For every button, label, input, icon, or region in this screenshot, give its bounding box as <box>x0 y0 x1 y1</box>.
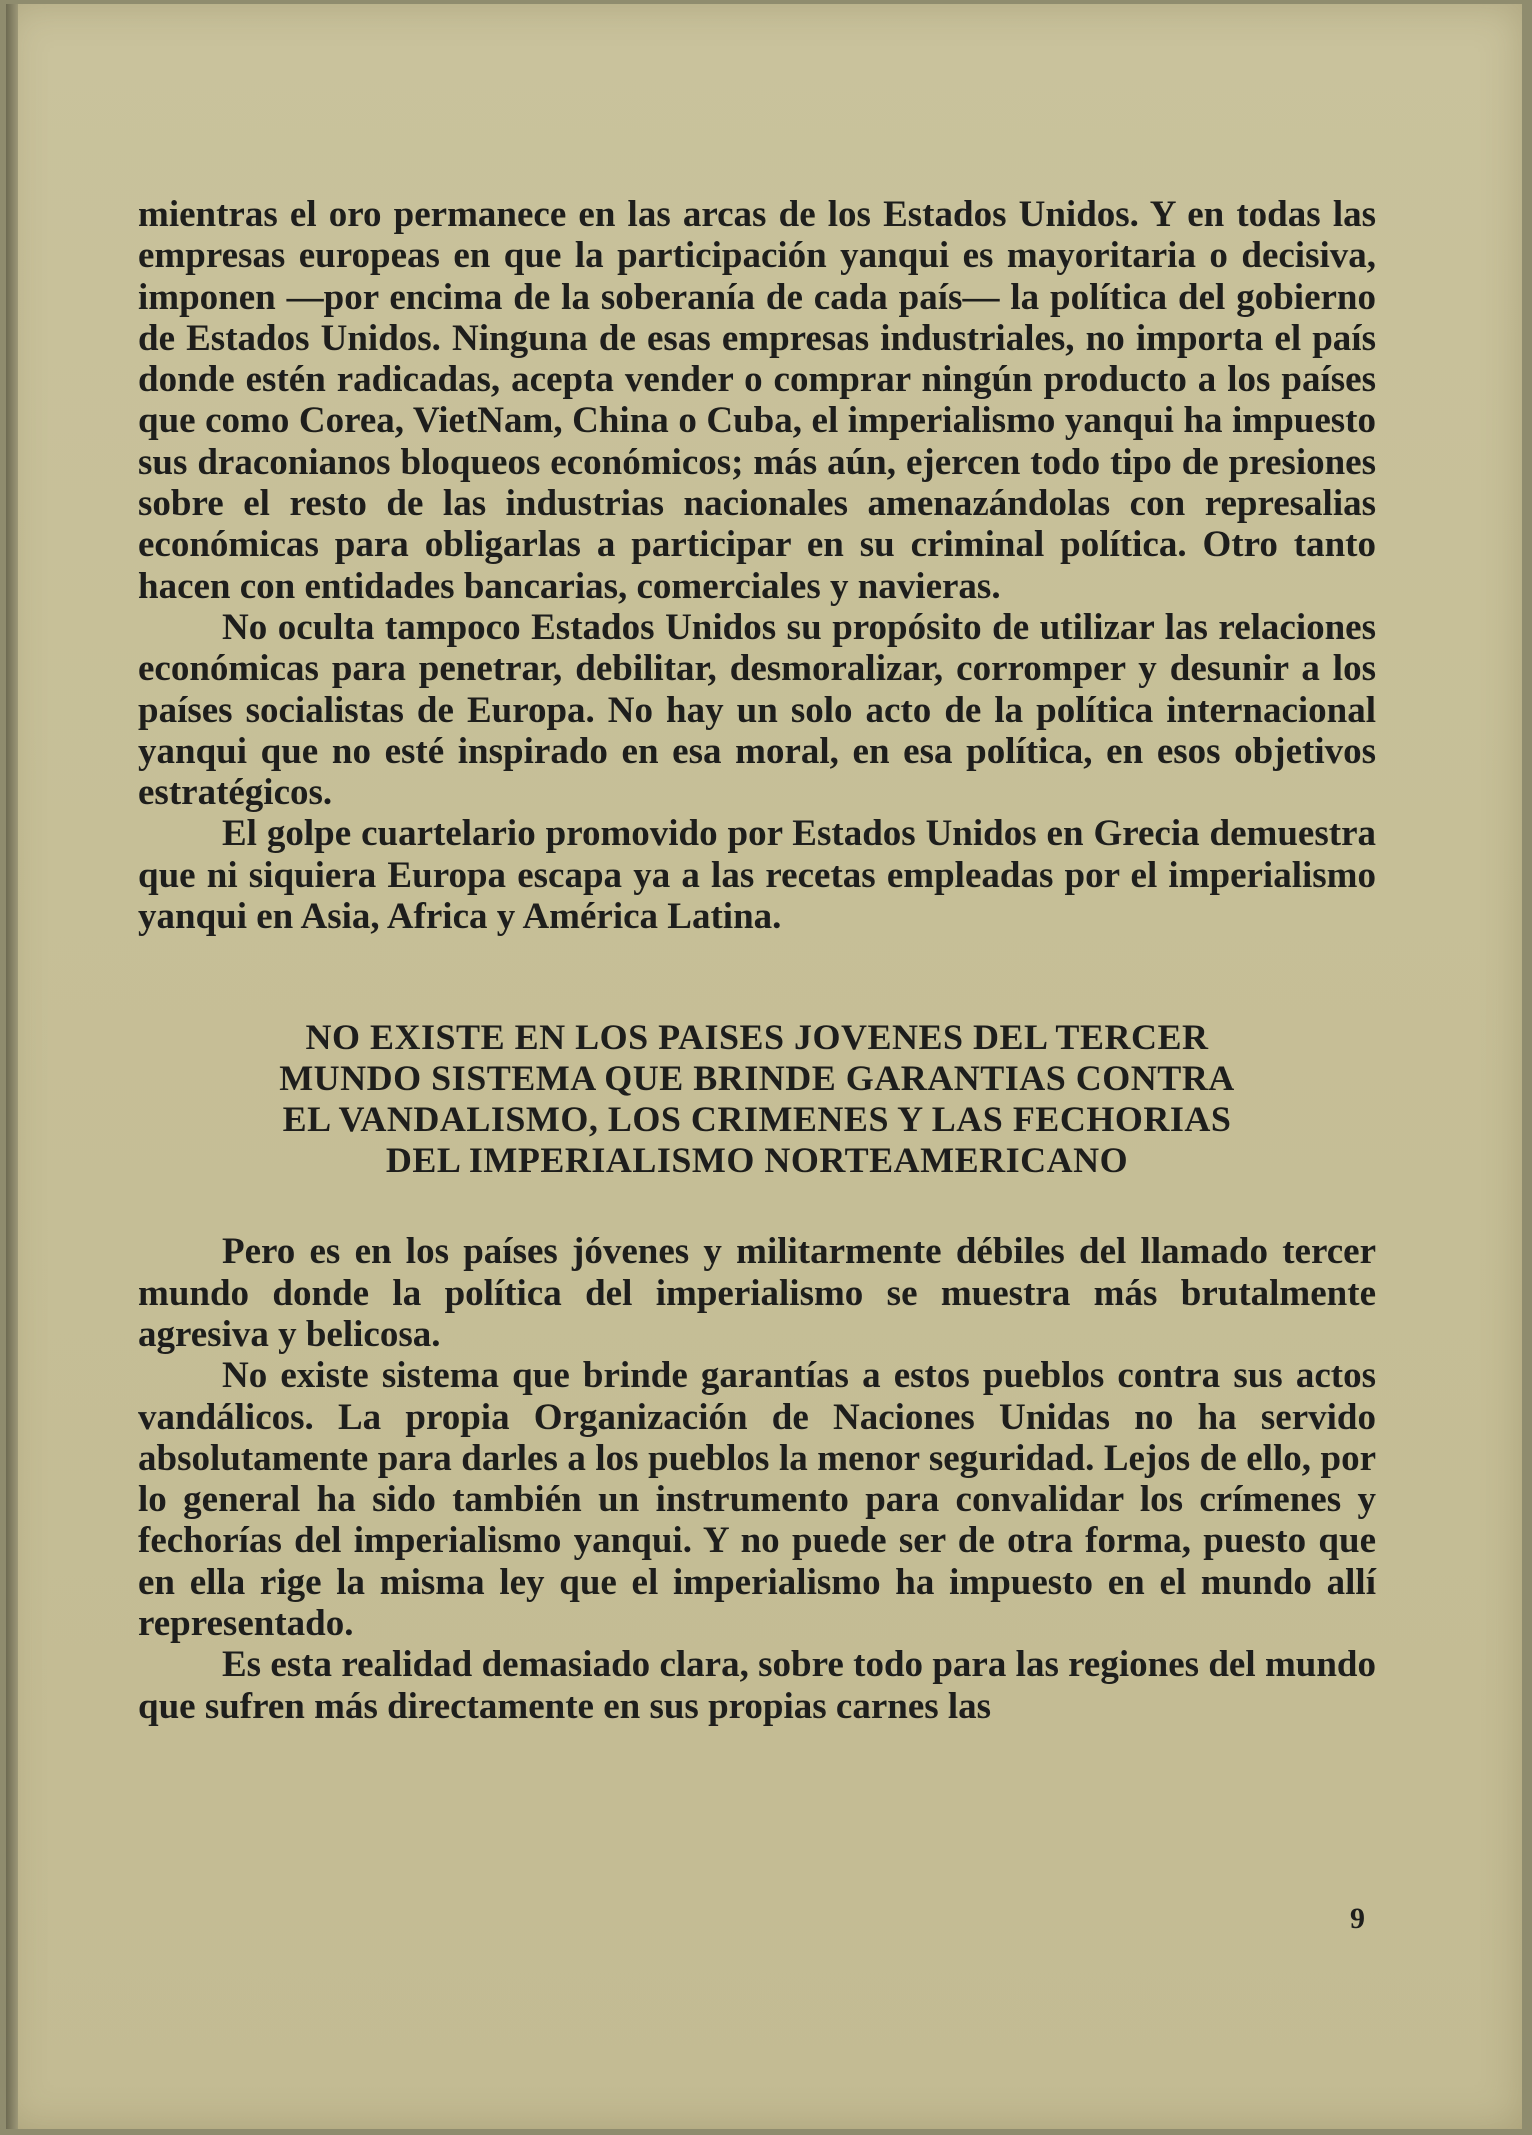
heading-line: MUNDO SISTEMA QUE BRINDE GARANTIAS CONTRA <box>279 1058 1235 1099</box>
heading-line: DEL IMPERIALISMO NORTEAMERICANO <box>385 1140 1129 1181</box>
heading-line: NO EXISTE EN LOS PAISES JOVENES DEL TERCER <box>305 1017 1209 1058</box>
paragraph: No existe sistema que brinde garantías a estos pueblos contra sus actos vandálicos. La propia Organización de Naciones Unidas no ha servido absolutamente para darles a los pueblos la menor seguridad. Lejos de ello, por lo general ha sido también un instrumento para convalidar los crímenes y fechorías del imperialismo yanqui. Y no puede ser de otra forma, puesto que en ella rige la misma ley que el imperialismo ha impuesto en el mundo allí representado. <box>138 1355 1376 1645</box>
page-spine-shadow <box>6 4 18 2129</box>
paragraph: Pero es en los países jóvenes y militarmente débiles del llamado tercer mundo donde la política del imperialismo se muestra más brutalmente agresiva y belicosa. <box>138 1231 1376 1355</box>
book-page <box>6 4 1522 2129</box>
heading-line: EL VANDALISMO, LOS CRIMENES Y LAS FECHORIAS <box>282 1099 1232 1140</box>
section-heading <box>138 1017 1376 1181</box>
paragraph: Es esta realidad demasiado clara, sobre todo para las regiones del mundo que sufren más directamente en sus propias carnes las <box>138 1644 1376 1727</box>
paragraph: mientras el oro permanece en las arcas de los Estados Unidos. Y en todas las empresas europeas en que la participación yanqui es mayoritaria o decisiva, imponen —por encima de la soberanía de cada país— la política del gobierno de Estados Unidos. Ninguna de esas empresas industriales, no importa el país donde estén radicadas, acepta vender o comprar ningún producto a los países que como Corea, VietNam, China o Cuba, el imperialismo yanqui ha impuesto sus draconianos bloqueos económicos; más aún, ejercen todo tipo de presiones sobre el resto de las industrias nacionales amenazándolas con represalias económicas para obligarlas a participar en su criminal política. Otro tanto hacen con entidades bancarias, comerciales y navieras. <box>138 194 1376 607</box>
paragraph: No oculta tampoco Estados Unidos su propósito de utilizar las relaciones económicas para penetrar, debilitar, desmoralizar, corromper y desunir a los países socialistas de Europa. No hay un solo acto de la política internacional yanqui que no esté inspirado en esa moral, en esa política, en esos objetivos estratégicos. <box>138 606 1376 814</box>
body-text <box>138 194 1376 1727</box>
page-number: 9 <box>1350 1902 1365 1935</box>
paragraph: El golpe cuartelario promovido por Estados Unidos en Grecia demuestra que ni siquiera Europa escapa ya a las recetas empleadas por el imperialismo yanqui en Asia, Africa y América Latina. <box>138 813 1376 938</box>
